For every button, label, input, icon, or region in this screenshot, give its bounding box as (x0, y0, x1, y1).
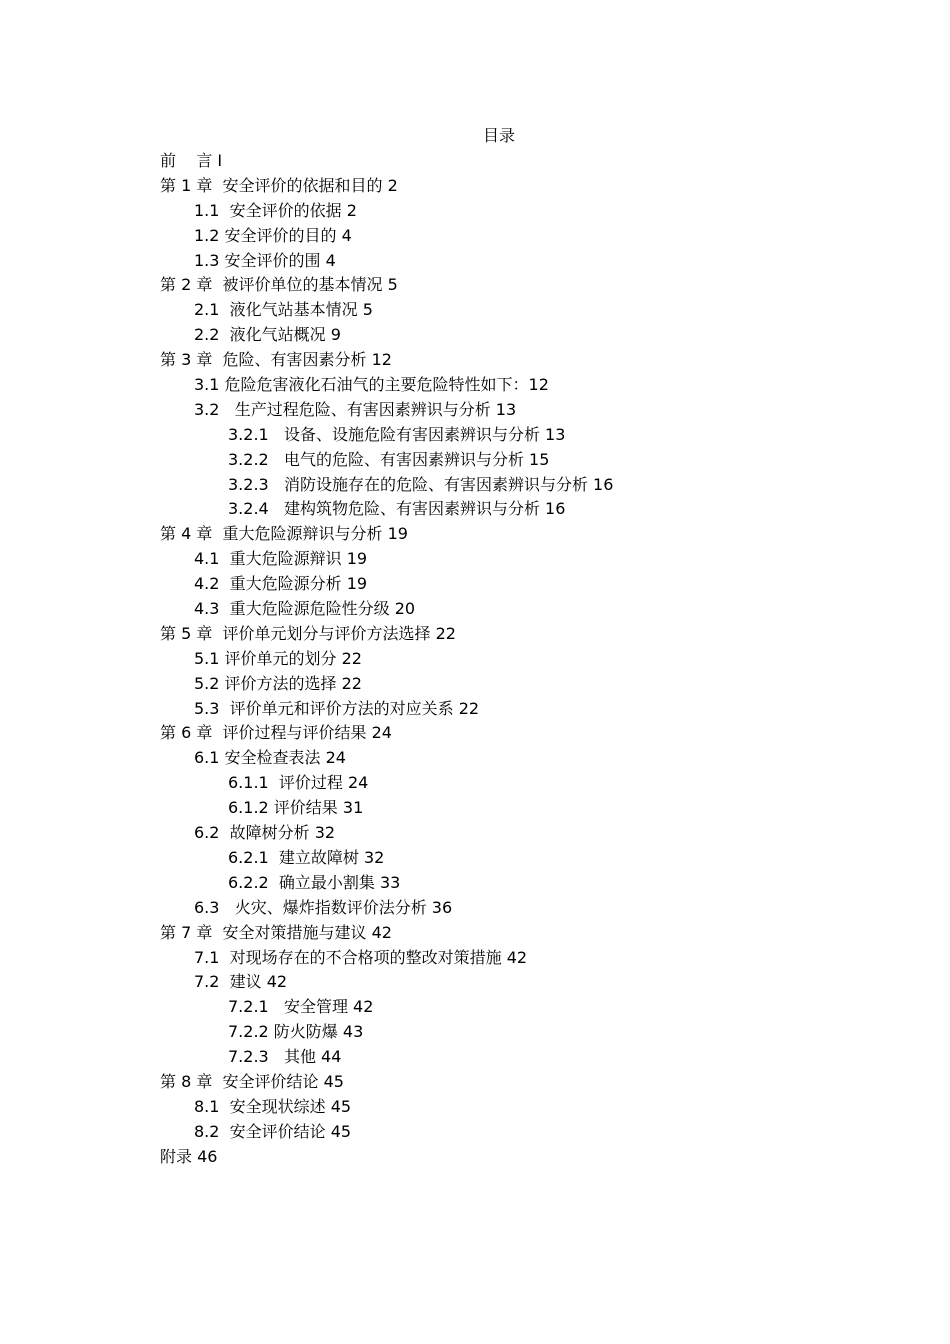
toc-chapter-entry: 第 5 章 评价单元划分与评价方法选择 22 (160, 623, 456, 643)
toc-chapter-entry: 前 言 I (160, 151, 223, 170)
toc-subsection-entry: 6.1.2 评价结果 31 (228, 798, 364, 818)
toc-section-entry: 5.2 评价方法的选择 22 (194, 673, 362, 693)
toc-section-entry: 7.2 建议 42 (194, 972, 288, 992)
toc-chapter-entry: 第 6 章 评价过程与评价结果 24 (160, 723, 392, 743)
toc-subsection-entry: 3.2.4 建构筑物危险、有害因素辨识与分析 16 (228, 499, 566, 519)
toc-subsection-entry: 7.2.2 防火防爆 43 (228, 1022, 364, 1042)
toc-section-entry: 6.1 安全检查表法 24 (194, 748, 346, 768)
toc-subsection-entry: 7.2.1 安全管理 42 (228, 997, 374, 1017)
toc-subsection-entry: 3.2.2 电气的危险、有害因素辨识与分析 15 (228, 449, 550, 469)
toc-section-entry: 1.1 安全评价的依据 2 (194, 200, 357, 220)
toc-chapter-entry: 第 3 章 危险、有害因素分析 12 (160, 350, 392, 370)
toc-subsection-entry: 6.1.1 评价过程 24 (228, 773, 369, 793)
toc-subsection-entry: 6.2.2 确立最小割集 33 (228, 872, 401, 892)
toc-section-entry: 3.1 危险危害液化石油气的主要危险特性如下：12 (194, 375, 549, 395)
toc-section-entry: 8.1 安全现状综述 45 (194, 1096, 352, 1116)
toc-chapter-entry: 附录 46 (160, 1146, 218, 1166)
toc-subsection-entry: 3.2.1 设备、设施危险有害因素辨识与分析 13 (228, 424, 566, 444)
toc-section-entry: 2.1 液化气站基本情况 5 (194, 300, 373, 320)
toc-section-entry: 4.1 重大危险源辩识 19 (194, 549, 368, 569)
toc-chapter-entry: 第 1 章 安全评价的依据和目的 2 (160, 175, 398, 195)
toc-section-entry: 7.1 对现场存在的不合格项的整改对策措施 42 (194, 947, 528, 967)
table-of-contents (160, 149, 613, 1170)
toc-section-entry: 3.2 生产过程危险、有害因素辨识与分析 13 (194, 399, 517, 419)
toc-section-entry: 4.2 重大危险源分析 19 (194, 574, 368, 594)
toc-chapter-entry: 第 4 章 重大危险源辩识与分析 19 (160, 524, 408, 544)
toc-chapter-entry: 第 2 章 被评价单位的基本情况 5 (160, 275, 398, 295)
toc-section-entry: 5.3 评价单元和评价方法的对应关系 22 (194, 698, 480, 718)
toc-subsection-entry: 3.2.3 消防设施存在的危险、有害因素辨识与分析 16 (228, 474, 614, 494)
toc-section-entry: 1.3 安全评价的围 4 (194, 250, 336, 270)
toc-section-entry: 2.2 液化气站概况 9 (194, 325, 341, 345)
toc-chapter-entry: 第 7 章 安全对策措施与建议 42 (160, 922, 392, 942)
toc-section-entry: 6.2 故障树分析 32 (194, 823, 336, 843)
toc-section-entry: 6.3 火灾、爆炸指数评价法分析 36 (194, 897, 453, 917)
toc-section-entry: 4.3 重大危险源危险性分级 20 (194, 599, 416, 619)
toc-subsection-entry: 6.2.1 建立故障树 32 (228, 847, 385, 867)
toc-subsection-entry: 7.2.3 其他 44 (228, 1047, 342, 1067)
page-title: 目录 (482, 126, 515, 145)
toc-section-entry: 8.2 安全评价结论 45 (194, 1121, 352, 1141)
toc-section-entry: 5.1 评价单元的划分 22 (194, 648, 362, 668)
toc-section-entry: 1.2 安全评价的目的 4 (194, 225, 352, 245)
toc-chapter-entry: 第 8 章 安全评价结论 45 (160, 1071, 344, 1091)
